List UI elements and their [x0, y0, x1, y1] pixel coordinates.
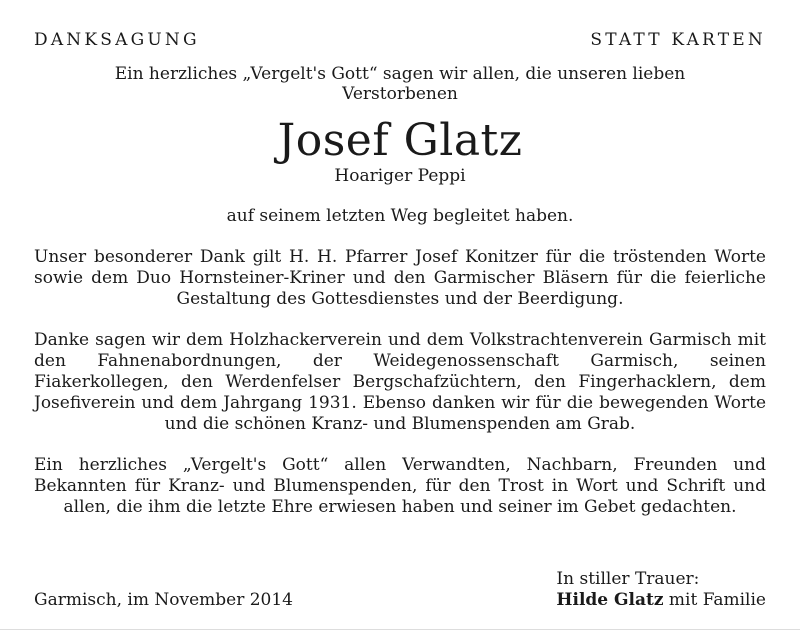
- footer: [34, 563, 766, 611]
- mourners-block: [556, 569, 766, 611]
- mourner-suffix: mit Familie: [663, 590, 766, 610]
- bottom-divider: [0, 629, 800, 630]
- thanks-paragraph-1: Unser besonderer Dank gilt H. H. Pfarrer Josef Konitzer für die tröstenden Worte sowie dem Duo Hornsteiner-Kriner und den Garmischer Bläsern für die feierliche Gestaltung des Gottesdienstes und der Beerdigung.: [34, 247, 766, 309]
- header-left-label: DANKSAGUNG: [34, 30, 200, 50]
- intro-line-1: Ein herzliches „Vergelt's Gott“ sagen wir allen, die unseren lieben: [114, 64, 686, 84]
- deceased-nickname: Hoariger Peppi: [334, 166, 466, 186]
- thanks-paragraph-3: Ein herzliches „Vergelt's Gott“ allen Verwandten, Nachbarn, Freunden und Bekannten für Kranz- und Blumenspenden, für den Trost in Wort und Schrift und allen, die ihm die letzte Ehre erwiesen haben und seiner im Gebet gedachten.: [34, 455, 766, 517]
- header-right-label: STATT KARTEN: [590, 30, 766, 50]
- deceased-name: Josef Glatz: [277, 115, 523, 166]
- header-line: [34, 28, 766, 52]
- escort-line: auf seinem letzten Weg begleitet haben.: [226, 206, 574, 226]
- mourner-line: [556, 590, 766, 611]
- place-and-date: Garmisch, im November 2014: [34, 590, 293, 610]
- intro-line-2: Verstorbenen: [342, 84, 458, 104]
- mourning-label: In stiller Trauer:: [556, 569, 700, 589]
- thanks-paragraph-2: Danke sagen wir dem Holzhackerverein und dem Volkstrachtenverein Garmisch mit den Fahnenabordnungen, der Weidegenossenschaft Garmisch, seinen Fiakerkollegen, den Werdenfelser Bergschafzüchtern, den Fingerhacklern, dem Josefiverein und dem Jahrgang 1931. Ebenso danken wir für die bewegenden Worte und die schönen Kranz- und Blumenspenden am Grab.: [34, 330, 766, 434]
- mourner-name: Hilde Glatz: [556, 590, 664, 610]
- intro-text: [34, 64, 766, 104]
